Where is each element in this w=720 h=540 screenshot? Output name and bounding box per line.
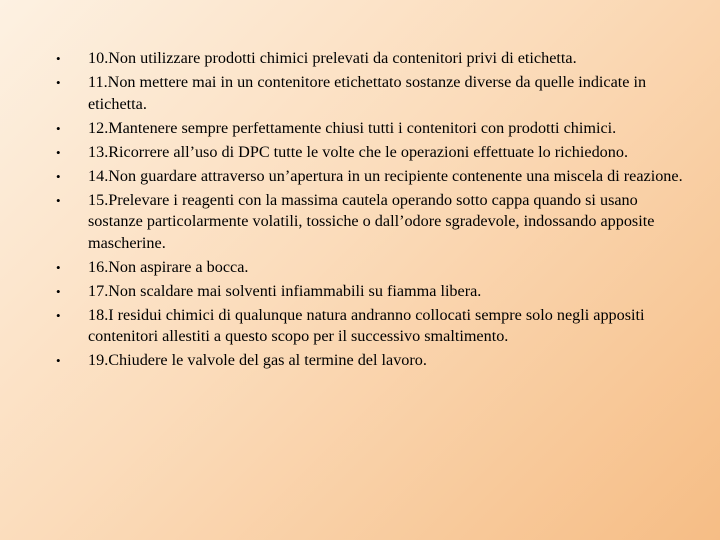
list-item-rule-19 — [56, 350, 696, 372]
bullet-icon: • — [56, 307, 61, 323]
list-item-rule-15 — [56, 190, 696, 255]
bullet-icon: • — [56, 144, 61, 160]
rule-text: 15.Prelevare i reagenti con la massima cautela operando sotto cappa quando si usano sostanze particolarmente volatili, tossiche o dall’odore sgradevole, indossando apposite mascherine. — [88, 190, 655, 252]
bullet-icon: • — [56, 283, 61, 299]
list-item-rule-10 — [56, 48, 696, 70]
list-item-rule-16 — [56, 257, 696, 279]
list-item-rule-17 — [56, 281, 696, 303]
rule-text: 17.Non scaldare mai solventi infiammabili su fiamma libera. — [88, 281, 482, 300]
rule-text: 14.Non guardare attraverso un’apertura in un recipiente contenente una miscela di reazione. — [88, 166, 683, 185]
list-item-rule-12 — [56, 118, 696, 140]
bullet-icon: • — [56, 259, 61, 275]
rule-text: 16.Non aspirare a bocca. — [88, 257, 249, 276]
rule-text: 13.Ricorrere all’uso di DPC tutte le volte che le operazioni effettuate lo richiedono. — [88, 142, 629, 161]
safety-rules-list — [56, 48, 696, 374]
bullet-icon: • — [56, 120, 61, 136]
list-item-rule-11 — [56, 72, 696, 115]
list-item-rule-13 — [56, 142, 696, 164]
rule-text: 18.I residui chimici di qualunque natura andranno collocati sempre solo negli appositi contenitori allestiti a questo scopo per il successivo smaltimento. — [88, 305, 645, 345]
bullet-icon: • — [56, 168, 61, 184]
rule-text: 12.Mantenere sempre perfettamente chiusi tutti i contenitori con prodotti chimici. — [88, 118, 617, 137]
bullet-icon: • — [56, 192, 61, 208]
bullet-icon: • — [56, 75, 61, 90]
bullet-icon: • — [56, 353, 61, 368]
rule-text: 10.Non utilizzare prodotti chimici prelevati da contenitori privi di etichetta. — [88, 49, 577, 67]
rule-text: 11.Non mettere mai in un contenitore etichettato sostanze diverse da quelle indicate in etichetta. — [88, 73, 647, 113]
rule-text: 19.Chiudere le valvole del gas al termine del lavoro. — [88, 351, 427, 369]
bullet-icon: • — [56, 51, 61, 66]
list-item-rule-14 — [56, 166, 696, 188]
list-item-rule-18 — [56, 305, 696, 348]
